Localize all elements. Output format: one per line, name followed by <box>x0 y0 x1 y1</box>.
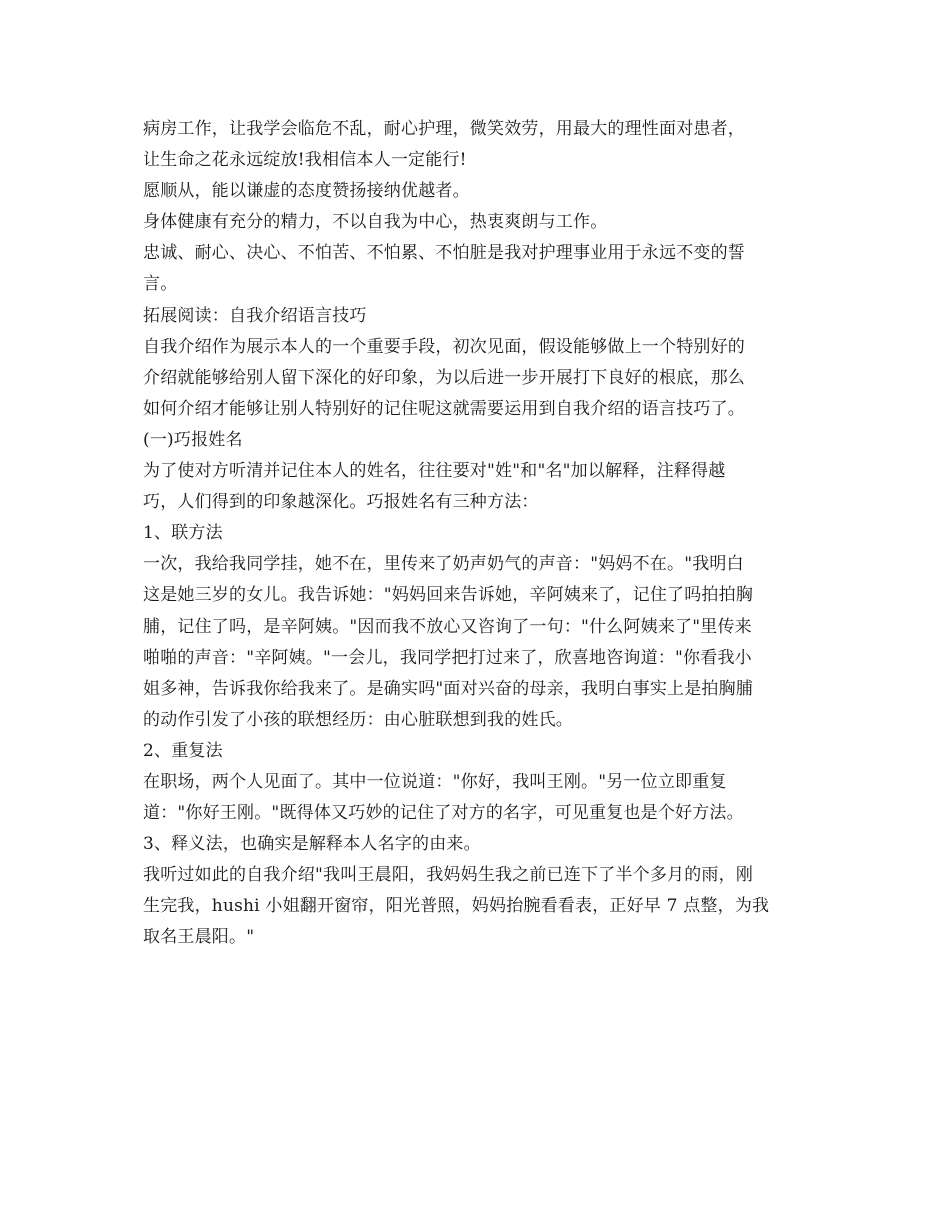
text-line: 在职场，两个人见面了。其中一位说道："你好，我叫王刚。"另一位立即重复 <box>143 771 727 792</box>
method-heading: 2、重复法 <box>143 740 223 761</box>
method-heading: 1、联方法 <box>143 523 223 544</box>
text-line: 愿顺从，能以谦虚的态度赞扬接纳优越者。 <box>143 181 470 202</box>
text-line: 介绍就能够给别人留下深化的好印象，为以后进一步开展打下良好的根底，那么 <box>143 367 745 388</box>
text-line: 我听过如此的自我介绍"我叫王晨阳，我妈妈生我之前已连下了半个多月的雨，刚 <box>143 865 754 886</box>
subsection-heading: (一)巧报姓名 <box>143 429 243 450</box>
text-line: 忠诚、耐心、决心、不怕苦、不怕累、不怕脏是我对护理事业用于永远不变的誓 <box>143 243 745 264</box>
text-line: 道："你好王刚。"既得体又巧妙的记住了对方的名字，可见重复也是个好方法。 <box>143 803 744 824</box>
text-line: 取名王晨阳。" <box>143 927 255 948</box>
text-line: 脯，记住了吗，是辛阿姨。"因而我不放心又咨询了一句："什么阿姨来了"里传来 <box>143 616 752 637</box>
text-line: 让生命之花永远绽放!我相信本人一定能行! <box>143 150 467 171</box>
text-line: 身体健康有充分的精力，不以自我为中心，热衷爽朗与工作。 <box>143 212 608 233</box>
document-body <box>143 114 815 954</box>
text-line: 如何介绍才能够让别人特别好的记住呢这就需要运用到自我介绍的语言技巧了。 <box>143 398 745 419</box>
text-line: 生完我，hushi 小姐翻开窗帘，阳光普照，妈妈抬腕看看表，正好早 7 点整，为我 <box>143 896 770 917</box>
text-line: 啪啪的声音："辛阿姨。"一会儿，我同学把打过来了，欣喜地咨询道："你看我小 <box>143 647 752 668</box>
text-line: 病房工作，让我学会临危不乱，耐心护理，微笑效劳，用最大的理性面对患者， <box>143 119 745 139</box>
text-line: 言。 <box>143 274 178 295</box>
text-line: 自我介绍作为展示本人的一个重要手段，初次见面，假设能够做上一个特别好的 <box>143 336 745 357</box>
method-heading: 3、释义法，也确实是解释本人名字的由来。 <box>143 834 481 855</box>
text-line: 的动作引发了小孩的联想经历：由心脏联想到我的姓氏。 <box>143 709 573 730</box>
text-line: 为了使对方听清并记住本人的姓名，往往要对"姓"和"名"加以解释，注释得越 <box>143 461 726 482</box>
text-line: 姐多神，告诉我你给我来了。是确实吗"面对兴奋的母亲，我明白事实上是拍胸脯 <box>143 678 754 699</box>
text-line: 巧，人们得到的印象越深化。巧报姓名有三种方法： <box>143 492 539 513</box>
section-heading: 拓展阅读：自我介绍语言技巧 <box>143 305 367 326</box>
text-line: 一次，我给我同学挂，她不在，里传来了奶声奶气的声音："妈妈不在。"我明白 <box>143 554 744 575</box>
text-line: 这是她三岁的女儿。我告诉她："妈妈回来告诉她，辛阿姨来了，记住了吗拍拍胸 <box>143 585 754 606</box>
